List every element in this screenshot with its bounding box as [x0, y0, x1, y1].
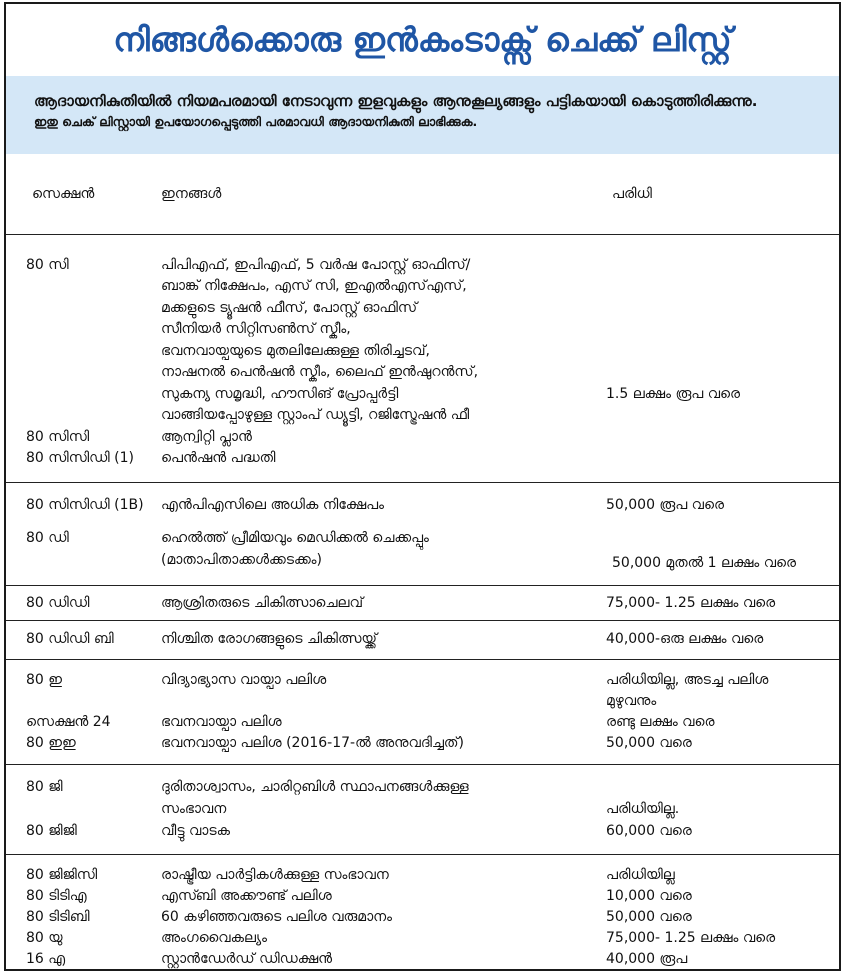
section-code: 80 സി: [26, 257, 69, 273]
item-text: ഭവനവായ്പാ പലിശ (2016-17-ൽ അനുവദിച്ചത്): [161, 735, 465, 751]
table-row: [6, 586, 839, 621]
table-row: [6, 660, 839, 765]
item-text: ആന്വിറ്റി പ്ലാൻ: [161, 429, 252, 445]
section-code: 80 ജിജിസി: [26, 867, 98, 883]
item-text: വീട്ടു വാടക: [161, 823, 230, 839]
item-text: ഭവനവായ്പാ പലിശ: [161, 714, 282, 730]
section-code: 80 സിസിഡി (1): [26, 450, 134, 466]
item-text: എസ്ബി അക്കൗണ്ട് പലിശ: [161, 888, 332, 904]
item-text: പിപിഎഫ്, ഇപിഎഫ്, 5 വർഷ പോസ്റ്റ് ഓഫിസ്/: [161, 257, 471, 273]
item-text: എൻപിഎസിലെ അധിക നിക്ഷേപം: [161, 497, 385, 513]
item-text: ആശ്രിതരുടെ ചികിത്സാചെലവ്: [161, 595, 364, 611]
limit-text: 50,000 വരെ: [606, 909, 692, 925]
section-code: 80 ഇ: [26, 672, 62, 688]
limit-text: 75,000- 1.25 ലക്ഷം വരെ: [606, 595, 776, 611]
item-text: മക്കളുടെ ട്യൂഷൻ ഫീസ്, പോസ്റ്റ് ഓഫിസ്: [161, 300, 418, 316]
section-code: 80 ജി: [26, 779, 63, 795]
section-code: 80 ഡി: [26, 530, 69, 546]
limit-text: 10,000 വരെ: [606, 888, 692, 904]
table-row: [6, 765, 839, 855]
limit-text: പരിധിയില്ല, അടച്ച പലിശ: [606, 672, 769, 688]
intro-box: [6, 76, 839, 154]
section-code: 80 സിസിഡി (1B): [26, 497, 144, 513]
item-text: നിശ്ചിത രോഗങ്ങളുടെ ചികിത്സയ്ക്ക്: [161, 631, 378, 647]
checklist-card: [4, 2, 841, 971]
limit-text: രണ്ടു ലക്ഷം വരെ: [606, 714, 715, 730]
limit-text: 50,000 വരെ: [606, 735, 692, 751]
limit-text: 40,000-ഒരു ലക്ഷം വരെ: [606, 631, 764, 647]
section-code: 80 ഇഇ: [26, 735, 76, 751]
item-text: സ്റ്റാൻഡേർഡ് ഡിഡക്ഷൻ: [161, 951, 333, 967]
header-items: ഇനങ്ങൾ: [161, 186, 222, 202]
item-text: പെൻഷൻ പദ്ധതി: [161, 450, 276, 466]
section-code: സെക്ഷൻ 24: [26, 714, 111, 730]
item-text: സീനിയർ സിറ്റിസൺസ് സ്കീം,: [161, 321, 351, 337]
item-text: സുകന്യ സമൃദ്ധി, ഹൗസിങ് പ്രോപ്പർട്ടി: [161, 386, 399, 402]
item-text: ബാങ്ക് നിക്ഷേപം, എസ് സി, ഇഎൽഎസ്എസ്,: [161, 278, 467, 294]
limit-text: 75,000- 1.25 ലക്ഷം വരെ: [606, 930, 776, 946]
item-text: സംഭാവന: [161, 801, 227, 817]
section-code: 16 എ: [26, 951, 66, 967]
limit-text: പരിധിയില്ല: [606, 867, 675, 883]
limit-text: 60,000 വരെ: [606, 823, 692, 839]
limit-text: 50,000 മുതൽ 1 ലക്ഷം വരെ: [612, 555, 797, 571]
item-text: വിദ്യാഭ്യാസ വായ്പാ പലിശ: [161, 672, 327, 688]
item-text: വാങ്ങിയപ്പോഴുള്ള സ്റ്റാംപ് ഡ്യൂട്ടി, റജിസ്ട്രേഷൻ ഫീ: [161, 407, 470, 423]
item-text: നാഷനൽ പെൻഷൻ സ്കീം, ലൈഫ് ഇൻഷുറൻസ്,: [161, 364, 479, 380]
item-text: രാഷ്ട്രീയ പാർട്ടികൾക്കുള്ള സംഭാവന: [161, 867, 389, 883]
intro-line-1: ആദായനികുതിയിൽ നിയമപരമായി നേടാവുന്ന ഇളവുകളും ആനുകൂല്യങ്ങളും പട്ടികയായി കൊടുത്തിരിക്കുന്നു.: [34, 92, 758, 110]
intro-line-2: ഇതു ചെക് ലിസ്റ്റായി ഉപയോഗപ്പെടുത്തി പരമാവധി ആദായനികുതി ലാഭിക്കുക.: [34, 114, 478, 129]
table-header: [6, 154, 839, 235]
table-row: [6, 235, 839, 483]
header-limit: പരിധി: [612, 186, 652, 202]
item-text: (മാതാപിതാക്കൾക്കടക്കം): [161, 552, 323, 568]
limit-text: 1.5 ലക്ഷം രൂപ വരെ: [606, 386, 741, 402]
item-text: ദുരിതാശ്വാസം, ചാരിറ്റബിൾ സ്ഥാപനങ്ങൾക്കുള്ള: [161, 779, 469, 795]
section-code: 80 ജിജി: [26, 823, 77, 839]
section-code: 80 ടിടിബി: [26, 909, 90, 925]
page-title: നിങ്ങൾക്കൊരു ഇൻകംടാക്സ് ചെക്ക് ലിസ്റ്റ്: [113, 20, 732, 59]
limit-text: 50,000 രൂപ വരെ: [606, 497, 724, 513]
table-row: [6, 621, 839, 660]
item-text: 60 കഴിഞ്ഞവരുടെ പലിശ വരുമാനം: [161, 909, 393, 925]
section-code: 80 ടിടിഎ: [26, 888, 87, 904]
section-code: 80 സിസി: [26, 429, 90, 445]
table-row: [6, 855, 839, 977]
table-row: [6, 483, 839, 586]
header-section: സെക്ഷൻ: [32, 186, 95, 202]
section-code: 80 യു: [26, 930, 63, 946]
section-code: 80 ഡിഡി ബി: [26, 631, 114, 647]
item-text: അംഗവൈകല്യം: [161, 930, 268, 946]
item-text: ഹെൽത്ത് പ്രീമിയവും മെഡിക്കൽ ചെക്കപ്പും: [161, 530, 429, 546]
section-code: 80 ഡിഡി: [26, 595, 90, 611]
limit-text: മുഴുവനും: [606, 693, 657, 709]
limit-text: പരിധിയില്ല.: [606, 801, 680, 817]
limit-text: 40,000 രൂപ: [606, 951, 688, 967]
item-text: ഭവനവായ്പയുടെ മുതലിലേക്കുള്ള തിരിച്ചടവ്,: [161, 343, 430, 359]
